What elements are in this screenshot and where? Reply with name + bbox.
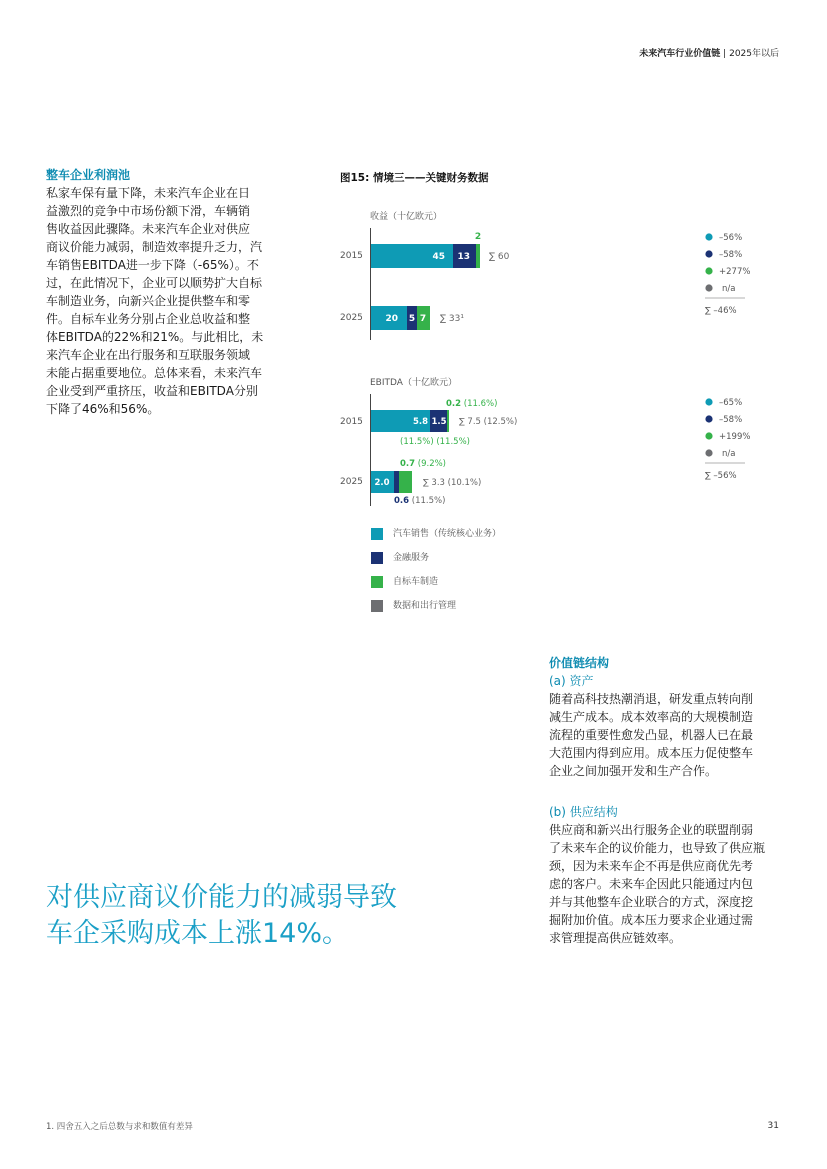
header-title: 未来汽车行业价值链 xyxy=(639,49,721,59)
figure-title: 图15: 情境三——关键财务数据 xyxy=(340,172,489,184)
ebitda-change-car-sales: –65% xyxy=(719,398,743,408)
ebitda-axis-label: EBITDA（十亿欧元） xyxy=(370,378,457,388)
left-body-line: 下降了46%和56%。 xyxy=(46,402,160,416)
ebitda-2015-robocar-pct: (11.6%) xyxy=(463,399,498,409)
revenue-change-dot-car-sales xyxy=(705,233,712,240)
revenue-change-dot-data xyxy=(705,284,712,291)
pull-quote-line-1: 对供应商议价能力的减弱导致 xyxy=(46,882,397,913)
ebitda-2025-finance-pct: (11.5%) xyxy=(411,496,446,506)
supply-body-line: 求管理提高供应链效率。 xyxy=(549,931,682,945)
supply-body-line: 供应商和新兴出行服务企业的联盟削弱 xyxy=(549,823,754,837)
revenue-2015-finance-value: 13 xyxy=(457,252,470,262)
ebitda-2015-car-sales-value: 5.8 xyxy=(412,417,428,427)
legend-label-data: 数据和出行管理 xyxy=(393,601,457,611)
revenue-year-2015: 2015 xyxy=(340,251,363,261)
ebitda-change-total: ∑ –56% xyxy=(705,471,737,481)
assets-body-line: 大范围内得到应用。成本压力促使整车 xyxy=(549,746,754,760)
revenue-axis-label: 收益（十亿欧元） xyxy=(370,212,443,222)
supply-body-text xyxy=(549,821,789,947)
legend-swatch-robocar xyxy=(371,576,383,588)
revenue-change-data: n/a xyxy=(722,284,736,294)
legend-label-finance: 金融服务 xyxy=(393,553,430,563)
header-subtitle: 2025年以后 xyxy=(729,49,779,59)
left-body-line: 商议价能力减弱，制造效率提升乏力，汽 xyxy=(46,240,263,254)
legend-swatch-finance xyxy=(371,552,383,564)
supply-subtitle: (b) 供应结构 xyxy=(549,805,618,819)
assets-body-line: 减生产成本。成本效率高的大规模制造 xyxy=(549,710,754,724)
page-number: 31 xyxy=(767,1121,779,1131)
legend-swatch-data xyxy=(371,600,383,612)
left-body-line: 过，在此情况下，企业可以顺势扩大自标 xyxy=(46,276,263,290)
revenue-2015-robocar-bar xyxy=(476,244,480,268)
revenue-2015-robocar-value: 2 xyxy=(474,232,482,242)
ebitda-2025-car-sales-value: 2.0 xyxy=(374,478,390,488)
ebitda-2025-finance-value: 0.6 xyxy=(394,496,410,506)
ebitda-change-dot-robocar xyxy=(705,432,712,439)
pull-quote-line-2: 车企采购成本上涨14%。 xyxy=(46,918,350,949)
right-section-title: 价值链结构 xyxy=(549,656,610,670)
left-body-line: 体EBITDA的22%和21%。与此相比，未 xyxy=(46,330,264,344)
legend-label-robocar: 自标车制造 xyxy=(393,577,439,587)
legend-item-finance xyxy=(371,551,501,565)
legend-swatch-car-sales xyxy=(371,528,383,540)
ebitda-2015-robocar-bar xyxy=(447,410,449,432)
legend-item-car-sales xyxy=(371,527,501,541)
ebitda-2025-sum: ∑ 3.3 (10.1%) xyxy=(423,478,482,488)
ebitda-2025-robocar-bar xyxy=(399,471,412,493)
ebitda-2025-robocar-pct: (9.2%) xyxy=(417,459,446,469)
pull-quote xyxy=(46,880,397,952)
supply-body-line: 掘附加价值。成本压力要求企业通过需 xyxy=(549,913,754,927)
ebitda-2025-finance-bar xyxy=(394,471,399,493)
ebitda-2025-top-label xyxy=(400,459,446,469)
left-body-line: 车销售EBITDA进一步下降（-65%）。不 xyxy=(46,258,259,272)
left-section-title: 整车企业利润池 xyxy=(46,168,131,182)
supply-body-line: 并与其他整车企业联合的方式，深度挖 xyxy=(549,895,754,909)
revenue-2025-finance-value: 5 xyxy=(408,314,416,324)
legend-item-robocar xyxy=(371,575,501,589)
ebitda-change-dot-car-sales xyxy=(705,398,712,405)
left-body-line: 来汽车企业在出行服务和互联服务领域 xyxy=(46,348,251,362)
supply-body-line: 虑的客户。未来车企因此只能通过内包 xyxy=(549,877,754,891)
legend-item-data xyxy=(371,599,501,613)
left-body-line: 未能占据重要地位。总体来看，未来汽车 xyxy=(46,366,263,380)
revenue-2025-sum: ∑ 33¹ xyxy=(440,314,464,324)
ebitda-year-2025: 2025 xyxy=(340,477,363,487)
supply-body-line: 了未来车企的议价能力，也导致了供应瓶 xyxy=(549,841,766,855)
ebitda-2015-finance-value: 1.5 xyxy=(431,417,447,427)
revenue-change-finance: –58% xyxy=(719,250,743,260)
ebitda-2015-top-label xyxy=(446,399,497,409)
ebitda-change-robocar: +199% xyxy=(719,432,751,442)
revenue-change-total: ∑ –46% xyxy=(705,306,737,316)
ebitda-2025-robocar-value: 0.7 xyxy=(400,459,416,469)
revenue-2025-car-sales-value: 20 xyxy=(385,314,398,324)
ebitda-change-dot-finance xyxy=(705,415,712,422)
assets-body-text xyxy=(549,690,789,780)
revenue-2015-car-sales-value: 45 xyxy=(432,252,445,262)
ebitda-year-2015: 2015 xyxy=(340,417,363,427)
header-separator: | xyxy=(723,49,727,59)
revenue-year-2025: 2025 xyxy=(340,313,363,323)
category-legend xyxy=(371,527,501,613)
ebitda-change-data: n/a xyxy=(722,449,736,459)
revenue-2015-sum: ∑ 60 xyxy=(489,252,510,262)
left-body-line: 企业受到严重挤压，收益和EBITDA分别 xyxy=(46,384,258,398)
revenue-change-dot-finance xyxy=(705,250,712,257)
assets-body-line: 企业之间加强开发和生产合作。 xyxy=(549,764,718,778)
ebitda-2015-below-pct: (11.5%) (11.5%) xyxy=(400,437,470,447)
assets-subtitle: (a) 资产 xyxy=(549,674,594,688)
assets-body-line: 流程的重要性愈发凸显，机器人已在最 xyxy=(549,728,754,742)
revenue-change-car-sales: –56% xyxy=(719,233,743,243)
footnote: 1. 四舍五入之后总数与求和数值有差异 xyxy=(46,1122,193,1132)
ebitda-2025-below-label xyxy=(394,496,445,506)
revenue-2025-robocar-value: 7 xyxy=(419,314,427,324)
revenue-change-robocar: +277% xyxy=(719,267,751,277)
assets-body-line: 随着高科技热潮消退，研发重点转向削 xyxy=(549,692,754,706)
left-body-line: 售收益因此骤降。未来汽车企业对供应 xyxy=(46,222,251,236)
legend-label-car-sales: 汽车销售（传统核心业务） xyxy=(393,529,502,539)
left-body-line: 件。自标车业务分别占企业总收益和整 xyxy=(46,312,251,326)
ebitda-2015-sum: ∑ 7.5 (12.5%) xyxy=(459,417,518,427)
supply-body-line: 颈，因为未来车企不再是供应商优先考 xyxy=(549,859,754,873)
left-body-line: 益激烈的竞争中市场份额下滑，车辆销 xyxy=(46,204,251,218)
ebitda-2015-robocar-value: 0.2 xyxy=(446,399,462,409)
left-body-line: 车制造业务，向新兴企业提供整车和零 xyxy=(46,294,251,308)
ebitda-change-finance: –58% xyxy=(719,415,743,425)
revenue-change-dot-robocar xyxy=(705,267,712,274)
ebitda-change-dot-data xyxy=(705,449,712,456)
left-body-line: 私家车保有量下降，未来汽车企业在日 xyxy=(46,186,251,200)
